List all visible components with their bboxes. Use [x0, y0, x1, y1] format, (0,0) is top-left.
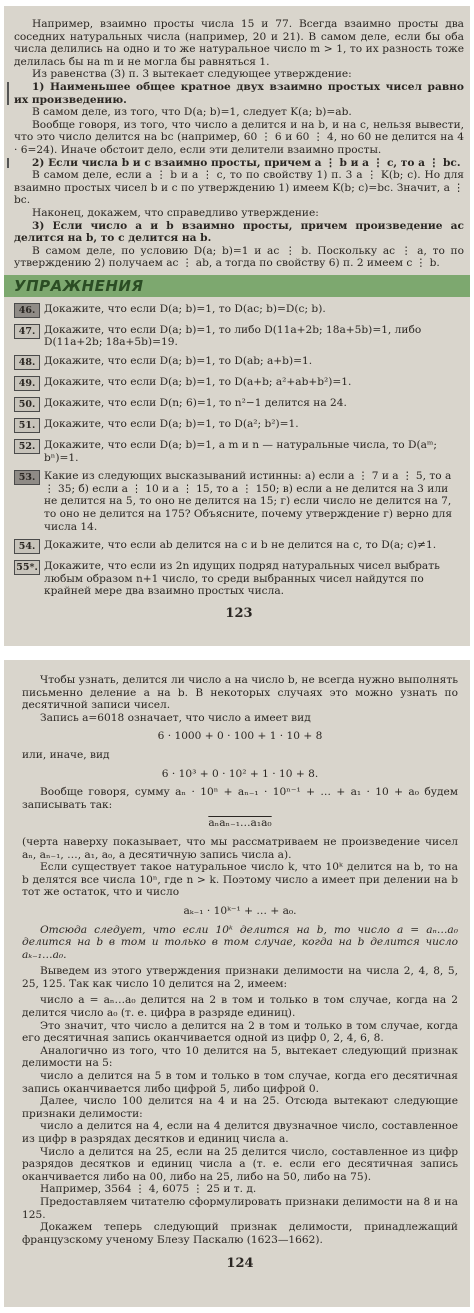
exercise-item [14, 355, 464, 370]
exercise-item [14, 539, 464, 554]
paragraph: Предоставляем читателю сформулировать признаки делимости на 8 и на 125. [22, 1195, 458, 1221]
exercise-item [14, 324, 464, 349]
exercise-number: 46. [14, 303, 40, 318]
paragraph: В самом деле, если a ⋮ b и a ⋮ c, то по свойству 1) п. 3 a ⋮ K(b; c). Но для взаимно простых чисел b и c по утверждению 1) имеем K(b; c)=bc. Значит, a ⋮ bc. [14, 169, 464, 207]
exercise-text: Какие из следующих высказываний истинны: а) если a ⋮ 7 и a ⋮ 5, то a ⋮ 35; б) если a ⋮ 10 и a ⋮ 15, то a ⋮ 150; в) если a не делится на 3 или не делится на 5, то оно не делится на 15; г) если число не делится на 7, то оно не делится на 175? Объясните, почему утверждение г) верно для числа 14. [44, 470, 453, 533]
paragraph: число a = aₙ…a₀ делится на 2 в том и только в том случае, когда на 2 делится число a₀ (т. е. цифра в разряде единиц). [22, 994, 458, 1020]
exercise-number: 50. [14, 397, 40, 412]
formula: aₙaₙ₋₁…a₁a₀ [208, 817, 272, 830]
exercise-text: Докажите, что если D(a; b)=1, а m и n — натуральные числа, то D(aᵐ; bⁿ)=1. [44, 439, 437, 464]
exercise-number: 48. [14, 355, 40, 370]
paragraph: Аналогично из того, что 10 делится на 5, вытекает следующий признак делимости на 5: [22, 1044, 458, 1070]
paragraph: Если существует такое натуральное число k, что 10ᵏ делится на b, то на b делятся все числа 10ⁿ, где n > k. Поэтому число a имеет при делении на b тот же остаток, что и число [22, 861, 458, 899]
exercise-number: 54. [14, 539, 40, 554]
paragraph: Докажем теперь следующий признак делимости, принадлежащий французскому ученому Блезу Паскалю (1623—1662). [22, 1221, 458, 1246]
paragraph: число a делится на 5 в том и только в том случае, когда его десятичная запись оканчивается либо цифрой 5, либо цифрой 0. [22, 1070, 458, 1095]
exercise-text: Докажите, что если D(n; 6)=1, то n²−1 делится на 24. [44, 397, 347, 410]
exercise-item [14, 470, 464, 533]
exercise-number: 51. [14, 418, 40, 433]
exercise-text: Докажите, что если D(a; b)=1, то либо D(11a+2b; 18a+5b)=1, либо D(11a+2b; 18a+5b)=19. [44, 323, 422, 349]
statement-1: 1) Наименьшее общее кратное двух взаимно простых чисел равно их произведению. [14, 80, 464, 106]
exercise-text: Докажите, что если D(a; b)=1, то D(ab; a+b)=1. [44, 355, 313, 368]
paragraph: Число a делится на 25, если на 25 делится число, составленное из цифр разрядов десятков и единиц числа a (т. е. если его десятичная запись оканчивается либо на 00, либо на 25, либо на 50, либо на 75). [22, 1145, 458, 1183]
exercise-text: Докажите, что если из 2n идущих подряд натуральных чисел выбрать любым образом n+1 число, то среди выбранных чисел найдутся по крайней мере два взаимно простых числа. [44, 560, 440, 598]
exercise-number: 47. [14, 324, 40, 339]
page-number: 124 [226, 1256, 254, 1272]
exercise-text: Докажите, что если ab делится на c и b не делится на c, то D(a; c)≠1. [44, 539, 437, 552]
exercise-item [14, 418, 464, 433]
exercise-item [14, 303, 464, 318]
exercise-number: 49. [14, 376, 40, 391]
formula: 6 · 1000 + 0 · 100 + 1 · 10 + 8 [157, 730, 323, 743]
paragraph: Вообще говоря, из того, что число a делится и на b, и на c, нельзя вывести, что это число делится на bc (например, 60 ⋮ 6 и 60 ⋮ 4, но 60 не делится на 4 · 6=24). Иначе обстоит дело, если эти делители взаимно просты. [14, 118, 464, 156]
exercises-banner: УПРАЖНЕНИЯ [4, 275, 470, 297]
paragraph: число a делится на 4, если на 4 делится двузначное число, составленное из цифр в разрядах десятков и единиц числа a. [22, 1120, 458, 1145]
statement-3: 3) Если число a и b взаимно просты, причем произведение ac делится на b, то c делится на b. [14, 219, 464, 245]
paragraph: Запись a=6018 означает, что число a имеет вид [40, 711, 311, 724]
exercise-item [14, 560, 464, 598]
textbook-page-124 [4, 660, 470, 1307]
paragraph: Из равенства (3) п. 3 вытекает следующее утверждение: [32, 68, 352, 81]
exercise-text: Докажите, что если D(a; b)=1, то D(a+b; a²+ab+b²)=1. [44, 376, 352, 389]
paragraph: Например, 3564 ⋮ 4, 6075 ⋮ 25 и т. д. [40, 1183, 257, 1196]
paragraph: Наконец, докажем, что справедливо утверждение: [32, 206, 319, 219]
paragraph: Далее, число 100 делится на 4 и на 25. Отсюда вытекают следующие признаки делимости: [22, 1095, 458, 1120]
page-number: 123 [225, 606, 253, 621]
exercise-item [14, 397, 464, 412]
exercise-text: Докажите, что если D(a; b)=1, то D(ac; b)=D(c; b). [44, 302, 326, 315]
statement-2: 2) Если числа b и c взаимно просты, причем a ⋮ b и a ⋮ c, то a ⋮ bc. [14, 157, 464, 170]
paragraph: Отсюда следует, что если 10ᵏ делится на b, то число a = aₙ…a₀ делится на b в том и только в том случае, когда на b делится число aₖ₋₁…a₀. [22, 923, 458, 961]
exercise-number: 55*. [14, 560, 40, 575]
exercise-number: 52. [14, 439, 40, 454]
paragraph: Вообще говоря, сумму aₙ · 10ⁿ + aₙ₋₁ · 10ⁿ⁻¹ + … + a₁ · 10 + a₀ будем записывать так: [22, 786, 458, 811]
exercise-item [14, 376, 464, 391]
paragraph: Выведем из этого утверждения признаки делимости на числа 2, 4, 8, 5, 25, 125. Так как число 10 делится на 2, имеем: [22, 965, 458, 990]
formula: 6 · 10³ + 0 · 10² + 1 · 10 + 8. [161, 767, 319, 780]
paragraph: (черта наверху показывает, что мы рассматриваем не произведение чисел aₙ, aₙ₋₁, …, a₁, a₀, а десятичную запись числа a). [22, 835, 458, 861]
textbook-page-123 [4, 6, 470, 646]
exercise-number: 53. [14, 470, 40, 485]
formula: aₖ₋₁ · 10ᵏ⁻¹ + … + a₀. [183, 904, 297, 917]
exercise-item [14, 439, 464, 464]
paragraph: Например, взаимно просты числа 15 и 77. Всегда взаимно просты два соседних натуральных числа (например, 20 и 21). В самом деле, если бы оба числа делились на одно и то же натуральное число m > 1, то их разность тоже делилась бы на m и не могла бы равняться 1. [14, 18, 464, 68]
paragraph: В самом деле, из того, что D(a; b)=1, следует K(a; b)=ab. [32, 106, 352, 119]
exercise-text: Докажите, что если D(a; b)=1, то D(a²; b²)=1. [44, 418, 299, 431]
paragraph: Чтобы узнать, делится ли число a на число b, не всегда нужно выполнять письменно деление a на b. В некоторых случаях это можно узнать по десятичной записи чисел. [22, 674, 458, 712]
paragraph: или, иначе, вид [22, 748, 110, 761]
paragraph: Это значит, что число a делится на 2 в том и только в том случае, когда его десятичная запись оканчивается одной из цифр 0, 2, 4, 6, 8. [22, 1019, 458, 1045]
paragraph: В самом деле, по условию D(a; b)=1 и ac ⋮ b. Поскольку ac ⋮ a, то по утверждению 2) получаем ac ⋮ ab, а тогда по свойству 6) п. 2 имеем c ⋮ b. [14, 244, 464, 270]
